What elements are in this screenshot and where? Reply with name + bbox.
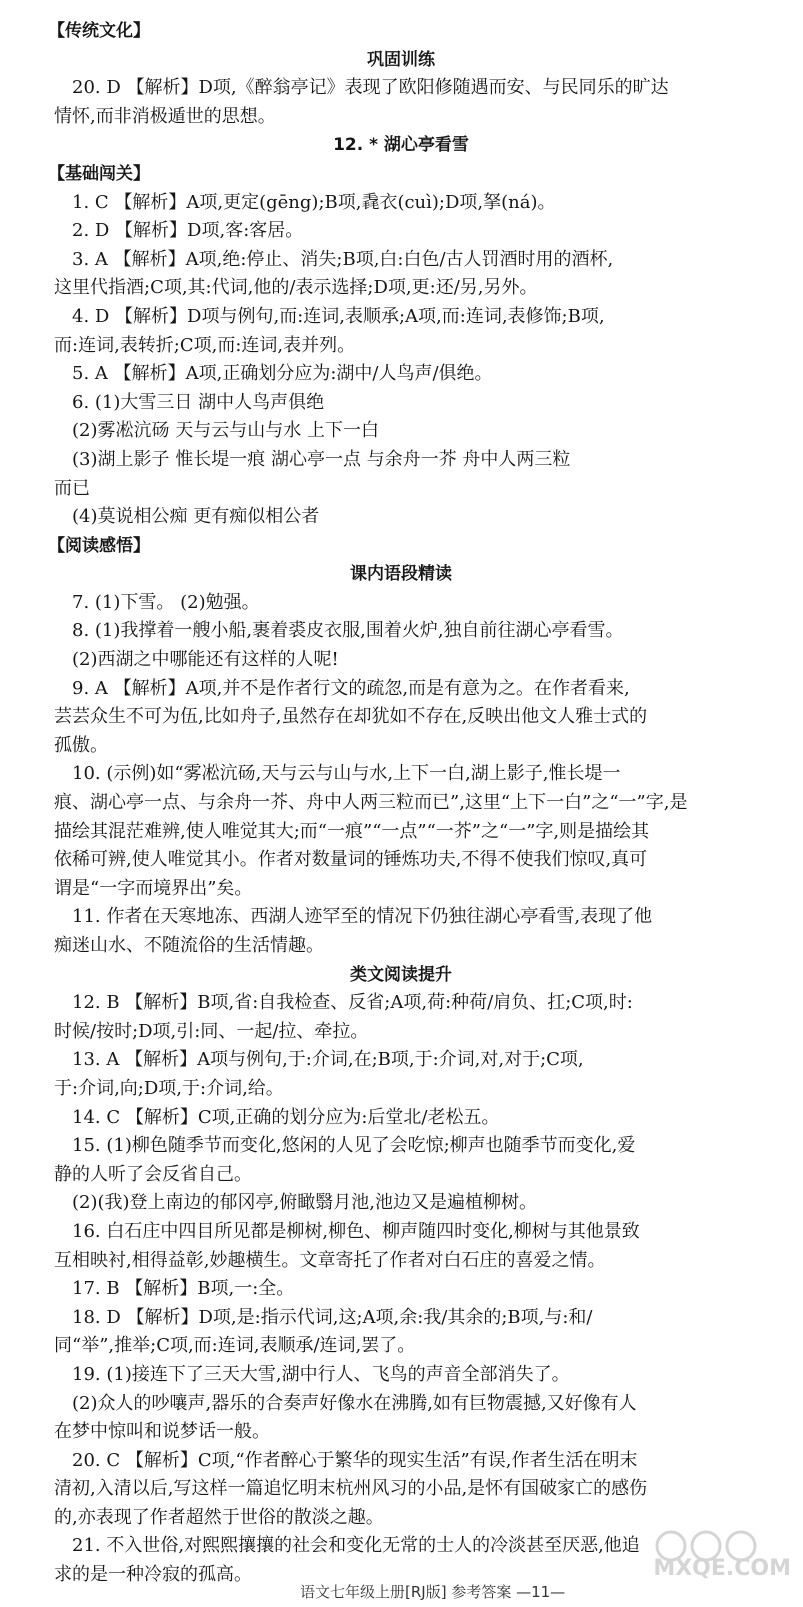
answer-line: 同“举”,推举;C项,而:连词,表顺承/连词,罢了。 (54, 1335, 416, 1357)
answer-line: 互相映衬,相得益彰,妙趣横生。文章寄托了作者对白石庄的喜爱之情。 (54, 1249, 606, 1271)
answer-line: 谓是“一字而境界出”矣。 (54, 877, 253, 899)
answer-line: (4)莫说相公痴 更有痴似相公者 (72, 506, 320, 528)
answer-line: 10. (示例)如“雾凇沆砀,天与云与山与水,上下一白,湖上影子,惟长堤一 (72, 763, 621, 785)
answer-line: 12. B 【解析】B项,省:自我检查、反省;A项,荷:种荷/肩负、扛;C项,时: (72, 992, 633, 1014)
subsection-heading: 巩固训练 (367, 49, 435, 70)
answer-line: 19. (1)接连下了三天大雪,湖中行人、飞鸟的声音全部消失了。 (72, 1363, 570, 1385)
adjacent-page-edge (763, 0, 803, 1600)
answer-line: 于:介词,向;D项,于:介词,给。 (54, 1077, 284, 1099)
watermark-logo (641, 1514, 791, 1584)
answer-line: 芸芸众生不可为伍,比如舟子,虽然存在却犹如不存在,反映出他文人雅士式的 (54, 706, 648, 728)
answer-line: 7. (1)下雪。 (2)勉强。 (72, 591, 260, 613)
answer-line: 在梦中惊叫和说梦话一般。 (54, 1421, 270, 1443)
answer-line: 15. (1)柳色随季节而变化,悠闲的人见了会吃惊;柳声也随季节而变化,爱 (72, 1135, 636, 1157)
subsection-heading: 类文阅读提升 (350, 964, 452, 985)
answer-line: 20. D 【解析】D项,《醉翁亭记》表现了欧阳修随遇而安、与民同乐的旷达 (72, 77, 669, 99)
subsection-heading: 课内语段精读 (350, 564, 452, 585)
answer-line: 而已 (54, 477, 90, 499)
section-heading: 【传统文化】 (48, 21, 150, 41)
answer-line: (2)(我)登上南边的郁冈亭,俯瞰翳月池,池边又是遍植柳树。 (72, 1192, 537, 1214)
answer-line: 孤傲。 (54, 734, 108, 756)
answer-line: 9. A 【解析】A项,并不是作者行文的疏忽,而是有意为之。在作者看来, (72, 677, 630, 699)
answer-text-column (48, 17, 748, 1590)
answer-line: 的,亦表现了作者超然于世俗的散淡之趣。 (54, 1506, 384, 1528)
answer-line: (2)雾凇沆砀 天与云与山与水 上下一白 (72, 420, 379, 442)
answer-line: 17. B 【解析】B项,一:全。 (72, 1278, 295, 1300)
answer-line: 21. 不入世俗,对熙熙攘攘的社会和变化无常的士人的冷淡甚至厌恶,他追 (72, 1535, 640, 1557)
answer-line: 2. D 【解析】D项,客:客居。 (72, 220, 304, 242)
answer-line: 描绘其混茫难辨,使人唯觉其大;而“一痕”“一点”“一芥”之“一”字,则是描绘其 (54, 820, 650, 842)
answer-line: 情怀,而非消极遁世的思想。 (54, 105, 276, 127)
answer-line: 而:连词,表转折;C项,而:连词,表并列。 (54, 334, 356, 356)
answer-line: 14. C 【解析】C项,正确的划分应为:后堂北/老松五。 (72, 1106, 500, 1128)
answer-line: (2)众人的吵嚷声,器乐的合奏声好像水在沸腾,如有巨物震撼,又好像有人 (72, 1392, 637, 1414)
answer-line: (3)湖上影子 惟长堤一痕 湖心亭一点 与余舟一芥 舟中人两三粒 (72, 448, 571, 470)
section-heading: 【基础闯关】 (48, 163, 150, 184)
answer-line: 求的是一种冷寂的孤高。 (54, 1564, 252, 1586)
answer-line: 11. 作者在天寒地冻、西湖人迹罕至的情况下仍独往湖心亭看雪,表现了他 (72, 906, 653, 928)
answer-line: 这里代指酒;C项,其:代词,他的/表示选择;D项,更:还/另,另外。 (54, 277, 538, 299)
answer-line: 16. 白石庄中四目所见都是柳树,柳色、柳声随四时变化,柳树与其他景致 (72, 1220, 640, 1242)
watermark-text: MXQE.COM (653, 1556, 791, 1582)
answer-line: 痴迷山水、不随流俗的生活情趣。 (54, 935, 324, 956)
answer-line: 20. C 【解析】C项,“作者醉心于繁华的现实生活”有误,作者生活在明末 (72, 1449, 638, 1471)
answer-line: 8. (1)我撑着一艘小船,裹着裘皮衣服,围着火炉,独自前往湖心亭看雪。 (72, 620, 624, 642)
answer-line: 18. D 【解析】D项,是:指示代词,这;A项,余:我/其余的;B项,与:和/ (72, 1306, 593, 1328)
section-heading: 【阅读感悟】 (48, 535, 150, 556)
subsection-heading: 12. * 湖心亭看雪 (333, 135, 469, 156)
answer-line: 清初,入清以后,写这样一篇追忆明末杭州风习的小品,是怀有国破家亡的感伤 (54, 1478, 648, 1500)
answer-line: 13. A 【解析】A项与例句,于:介词,在;B项,于:介词,对,对于;C项, (72, 1049, 584, 1071)
footer-text: 语文七年级上册[RJ版] 参考答案 —11— (300, 1583, 566, 1601)
answer-line: 6. (1)大雪三日 湖中人鸟声俱绝 (72, 391, 325, 413)
answer-line: 4. D 【解析】D项与例句,而:连词,表顺承;A项,而:连词,表修饰;B项, (72, 305, 605, 327)
answer-line: 5. A 【解析】A项,正确划分应为:湖中/人鸟声/俱绝。 (72, 363, 493, 385)
answer-line: 静的人听了会反省自己。 (54, 1163, 252, 1185)
answer-line: 依稀可辨,使人唯觉其小。作者对数量词的锤炼功夫,不得不使我们惊叹,真可 (54, 849, 648, 871)
answer-line: 3. A 【解析】A项,绝:停止、消失;B项,白:白色/古人罚酒时用的酒杯, (72, 248, 614, 270)
answer-line: 时候/按时;D项,引:同、一起/拉、牵拉。 (54, 1020, 369, 1042)
answer-line: 痕、湖心亭一点、与余舟一芥、舟中人两三粒而已”,这里“上下一白”之“一”字,是 (54, 792, 688, 814)
answer-line: 1. C 【解析】A项,更定(gēng);B项,毳衣(cuì);D项,拏(ná)。 (72, 191, 556, 213)
answer-line: (2)西湖之中哪能还有这样的人呢! (72, 649, 339, 671)
